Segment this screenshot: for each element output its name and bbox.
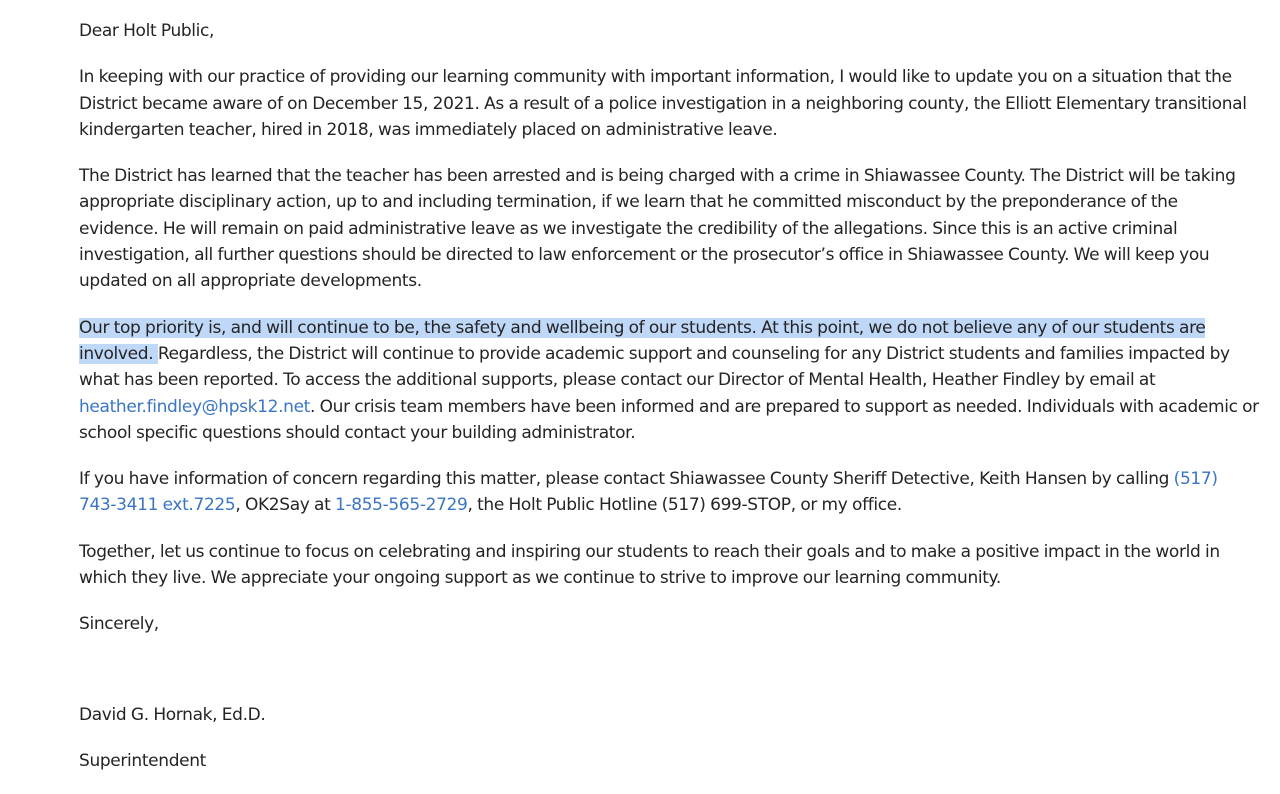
selected-text[interactable]: Our top priority is, and will continue to be, the safety and wellbeing of our students. At this point, we do not believe any of our students are involved. <box>79 317 1206 364</box>
paragraph-contact <box>79 466 1259 519</box>
paragraph-situation: In keeping with our practice of providing our learning community with important information, I would like to update you on a situation that the District became aware of on December 15, 2021. As a result of a police investigation in a neighboring county, the Elliott Elementary transitional kindergarten teacher, hired in 2018, was immediately placed on administrative leave. <box>79 67 1247 140</box>
crisis-team-text: . Our crisis team members have been informed and are prepared to support as needed. Individuals with academic or school specific questions should contact your building administrator. <box>79 396 1259 443</box>
signature-name: David G. Hornak, Ed.D. <box>79 704 266 725</box>
signature-space <box>79 658 1259 702</box>
support-text: Regardless, the District will continue to provide academic support and counseling for any District students and families impacted by what has been reported. To access the additional supports, please contact our Director of Mental Health, Heather Findley by email at <box>79 343 1230 391</box>
ok2say-phone-link[interactable]: 1-855-565-2729 <box>334 495 468 516</box>
closing: Sincerely, <box>79 614 159 635</box>
ok2say-text: , OK2Say at <box>235 495 335 516</box>
hotline-text: , the Holt Public Hotline (517) 699-STOP, or my office. <box>467 495 902 516</box>
signature-title: Superintendent <box>79 750 206 771</box>
paragraph-priority <box>79 315 1259 446</box>
email-link[interactable]: heather.findley@hpsk12.net <box>79 396 311 417</box>
detective-phone-link[interactable]: (517) 743-3411 ext.7225 <box>79 469 1218 516</box>
paragraph-investigation: The District has learned that the teacher has been arrested and is being charged with a crime in Shiawassee County. The District will be taking appropriate disciplinary action, up to and including termination, if we learn that he committed misconduct by the preponderance of the evidence. He will remain on paid administrative leave as we investigate the credibility of the allegations. Since this is an active criminal investigation, all further questions should be directed to law enforcement or the prosecutor’s office in Shiawassee County. We will keep you updated on all appropriate developments. <box>79 166 1236 292</box>
greeting: Dear Holt Public, <box>79 21 215 41</box>
letter-body <box>79 18 1259 794</box>
contact-text: If you have information of concern regarding this matter, please contact Shiawassee County Sheriff Detective, Keith Hansen by calling <box>79 469 1174 490</box>
paragraph-together: Together, let us continue to focus on celebrating and inspiring our students to reach their goals and to make a positive impact in the world in which they live. We appreciate your ongoing support as we continue to strive to improve our learning community. <box>79 541 1220 589</box>
